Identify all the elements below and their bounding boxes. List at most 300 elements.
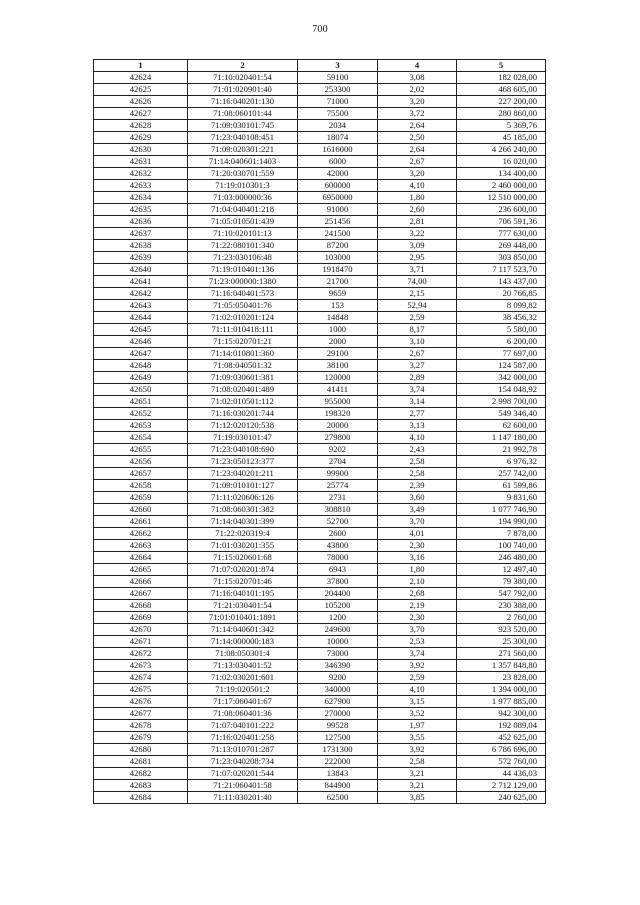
area-cell: 241500 [298,228,378,240]
area-cell: 59100 [298,72,378,84]
cadastral-number-cell: 71:15:020701:21 [188,336,298,348]
table-row [94,564,546,576]
table-row [94,180,546,192]
area-cell: 6000 [298,156,378,168]
rate-cell: 3,20 [378,96,457,108]
table-row [94,504,546,516]
rate-cell: 3,16 [378,552,457,564]
value-cell: 61 599,86 [457,480,546,492]
value-cell: 1 394 000,00 [457,684,546,696]
area-cell: 1000 [298,324,378,336]
value-cell: 6 786 696,00 [457,744,546,756]
row-number-cell: 42630 [94,144,188,156]
rate-cell: 2,43 [378,444,457,456]
area-cell: 99900 [298,468,378,480]
table-row [94,636,546,648]
cadastral-number-cell: 71:15:020701:46 [188,576,298,588]
area-cell: 1616000 [298,144,378,156]
rate-cell: 3,20 [378,168,457,180]
cadastral-number-cell: 71:15:020601:68 [188,552,298,564]
row-number-cell: 42672 [94,648,188,660]
rate-cell: 2,59 [378,672,457,684]
value-cell: 134 400,00 [457,168,546,180]
table-row [94,132,546,144]
table-row [94,756,546,768]
row-number-cell: 42649 [94,372,188,384]
table-row [94,240,546,252]
row-number-cell: 42662 [94,528,188,540]
value-cell: 942 300,00 [457,708,546,720]
cadastral-number-cell: 71:07:020201:544 [188,768,298,780]
table-row [94,384,546,396]
area-cell: 18074 [298,132,378,144]
area-cell: 346390 [298,660,378,672]
rate-cell: 2,67 [378,348,457,360]
area-cell: 42000 [298,168,378,180]
row-number-cell: 42653 [94,420,188,432]
value-cell: 6 200,00 [457,336,546,348]
area-cell: 1200 [298,612,378,624]
row-number-cell: 42641 [94,276,188,288]
row-number-cell: 42656 [94,456,188,468]
row-number-cell: 42664 [94,552,188,564]
row-number-cell: 42658 [94,480,188,492]
row-number-cell: 42660 [94,504,188,516]
row-number-cell: 42674 [94,672,188,684]
table-row [94,684,546,696]
value-cell: 227 200,00 [457,96,546,108]
value-cell: 342 000,00 [457,372,546,384]
rate-cell: 3,92 [378,744,457,756]
cadastral-number-cell: 71:10:020401:54 [188,72,298,84]
row-number-cell: 42667 [94,588,188,600]
value-cell: 547 792,00 [457,588,546,600]
table-row [94,720,546,732]
value-cell: 2 760,00 [457,612,546,624]
row-number-cell: 42650 [94,384,188,396]
cadastral-number-cell: 71:21:030401:54 [188,600,298,612]
area-cell: 29100 [298,348,378,360]
table-row [94,108,546,120]
cadastral-number-cell: 71:23:040208:734 [188,756,298,768]
table-row [94,708,546,720]
cadastral-number-cell: 71:23:050123:377 [188,456,298,468]
row-number-cell: 42682 [94,768,188,780]
area-cell: 41411 [298,384,378,396]
cadastral-number-cell: 71:16:030201:744 [188,408,298,420]
area-cell: 103000 [298,252,378,264]
row-number-cell: 42628 [94,120,188,132]
table-header-row [94,60,546,72]
rate-cell: 1,80 [378,564,457,576]
value-cell: 124 587,00 [457,360,546,372]
rate-cell: 3,15 [378,696,457,708]
value-cell: 246 480,00 [457,552,546,564]
row-number-cell: 42629 [94,132,188,144]
row-number-cell: 42631 [94,156,188,168]
row-number-cell: 42655 [94,444,188,456]
value-cell: 271 560,00 [457,648,546,660]
row-number-cell: 42639 [94,252,188,264]
cadastral-number-cell: 71:14:040601:342 [188,624,298,636]
area-cell: 9659 [298,288,378,300]
value-cell: 79 380,00 [457,576,546,588]
area-cell: 270000 [298,708,378,720]
cadastral-number-cell: 71:20:030701:559 [188,168,298,180]
table-row [94,732,546,744]
rate-cell: 4,10 [378,684,457,696]
table-row [94,120,546,132]
area-cell: 120000 [298,372,378,384]
area-cell: 25774 [298,480,378,492]
value-cell: 1 977 885,00 [457,696,546,708]
value-cell: 452 625,00 [457,732,546,744]
row-number-cell: 42666 [94,576,188,588]
table-row [94,84,546,96]
area-cell: 279800 [298,432,378,444]
rate-cell: 2,58 [378,456,457,468]
table-row [94,660,546,672]
value-cell: 44 436,03 [457,768,546,780]
cadastral-number-cell: 71:16:040101:195 [188,588,298,600]
value-cell: 100 740,00 [457,540,546,552]
cadastral-number-cell: 71:01:030201:355 [188,540,298,552]
area-cell: 21700 [298,276,378,288]
table-row [94,312,546,324]
table-row [94,744,546,756]
table-row [94,324,546,336]
row-number-cell: 42646 [94,336,188,348]
column-header: 1 [94,60,188,72]
table-row [94,360,546,372]
area-cell: 99528 [298,720,378,732]
cadastral-number-cell: 71:19:010401:136 [188,264,298,276]
area-cell: 6950000 [298,192,378,204]
rate-cell: 3,74 [378,384,457,396]
cadastral-number-cell: 71:22:020319:4 [188,528,298,540]
area-cell: 43800 [298,540,378,552]
rate-cell: 4,01 [378,528,457,540]
cadastral-number-cell: 71:03:000000:36 [188,192,298,204]
table-row [94,192,546,204]
table-row [94,648,546,660]
cadastral-number-cell: 71:16:040401:573 [188,288,298,300]
table-row [94,576,546,588]
cadastral-number-cell: 71:08:060301:382 [188,504,298,516]
table-row [94,696,546,708]
value-cell: 20 766,85 [457,288,546,300]
row-number-cell: 42626 [94,96,188,108]
rate-cell: 3,70 [378,624,457,636]
area-cell: 127500 [298,732,378,744]
cadastral-number-cell: 71:17:060401:67 [188,696,298,708]
cadastral-number-cell: 71:02:010201:124 [188,312,298,324]
area-cell: 204400 [298,588,378,600]
rate-cell: 2,02 [378,84,457,96]
table-row [94,768,546,780]
cadastral-number-cell: 71:16:020401:258 [188,732,298,744]
row-number-cell: 42651 [94,396,188,408]
table-row [94,612,546,624]
value-cell: 192 089,04 [457,720,546,732]
area-cell: 91000 [298,204,378,216]
area-cell: 6943 [298,564,378,576]
table-row [94,144,546,156]
area-cell: 20000 [298,420,378,432]
area-cell: 71000 [298,96,378,108]
area-cell: 52700 [298,516,378,528]
area-cell: 105200 [298,600,378,612]
row-number-cell: 42642 [94,288,188,300]
area-cell: 38100 [298,360,378,372]
row-number-cell: 42678 [94,720,188,732]
value-cell: 1 357 848,80 [457,660,546,672]
area-cell: 340000 [298,684,378,696]
value-cell: 2 712 129,00 [457,780,546,792]
rate-cell: 2,19 [378,600,457,612]
row-number-cell: 42648 [94,360,188,372]
area-cell: 1731300 [298,744,378,756]
cadastral-number-cell: 71:23:040201:211 [188,468,298,480]
area-cell: 2731 [298,492,378,504]
page-number: 700 [312,24,328,35]
value-cell: 154 048,92 [457,384,546,396]
table-row [94,552,546,564]
area-cell: 153 [298,300,378,312]
row-number-cell: 42637 [94,228,188,240]
cadastral-number-cell: 71:23:040108:451 [188,132,298,144]
rate-cell: 3,72 [378,108,457,120]
cadastral-number-cell: 71:04:040401:218 [188,204,298,216]
row-number-cell: 42635 [94,204,188,216]
value-cell: 303 850,00 [457,252,546,264]
cadastral-number-cell: 71:14:040601:1403 [188,156,298,168]
rate-cell: 2,58 [378,468,457,480]
rate-cell: 2,58 [378,756,457,768]
area-cell: 9200 [298,672,378,684]
column-header: 3 [298,60,378,72]
table-row [94,432,546,444]
cadastral-number-cell: 71:13:030401:52 [188,660,298,672]
value-cell: 280 860,00 [457,108,546,120]
cadastral-number-cell: 71:11:020606:126 [188,492,298,504]
rate-cell: 2,39 [378,480,457,492]
rate-cell: 3,52 [378,708,457,720]
rate-cell: 3,10 [378,336,457,348]
value-cell: 21 992,78 [457,444,546,456]
row-number-cell: 42669 [94,612,188,624]
area-cell: 2000 [298,336,378,348]
cadastral-number-cell: 71:19:020501:2 [188,684,298,696]
row-number-cell: 42627 [94,108,188,120]
cadastral-number-cell: 71:22:080101:340 [188,240,298,252]
cadastral-number-cell: 71:09:030601:381 [188,372,298,384]
row-number-cell: 42654 [94,432,188,444]
cadastral-number-cell: 71:09:020301:221 [188,144,298,156]
row-number-cell: 42684 [94,792,188,804]
value-cell: 45 185,00 [457,132,546,144]
rate-cell: 3,71 [378,264,457,276]
table-row [94,252,546,264]
value-cell: 77 697,00 [457,348,546,360]
rate-cell: 2,30 [378,612,457,624]
rate-cell: 3,55 [378,732,457,744]
rate-cell: 2,64 [378,120,457,132]
rate-cell: 2,50 [378,132,457,144]
cadastral-number-cell: 71:09:010101:127 [188,480,298,492]
value-cell: 194 990,00 [457,516,546,528]
table-row [94,288,546,300]
value-cell: 8 099,82 [457,300,546,312]
area-cell: 627900 [298,696,378,708]
rate-cell: 3,49 [378,504,457,516]
rate-cell: 2,59 [378,312,457,324]
area-cell: 222000 [298,756,378,768]
area-cell: 844900 [298,780,378,792]
area-cell: 2034 [298,120,378,132]
rate-cell: 2,77 [378,408,457,420]
cadastral-number-cell: 71:07:020201:874 [188,564,298,576]
row-number-cell: 42661 [94,516,188,528]
rate-cell: 1,97 [378,720,457,732]
rate-cell: 3,92 [378,660,457,672]
value-cell: 38 456,32 [457,312,546,324]
table-row [94,348,546,360]
value-cell: 4 266 240,00 [457,144,546,156]
rate-cell: 2,67 [378,156,457,168]
cadastral-number-cell: 71:05:050401:76 [188,300,298,312]
row-number-cell: 42638 [94,240,188,252]
value-cell: 468 605,00 [457,84,546,96]
row-number-cell: 42640 [94,264,188,276]
table-row [94,540,546,552]
row-number-cell: 42665 [94,564,188,576]
table-row [94,528,546,540]
row-number-cell: 42633 [94,180,188,192]
cadastral-number-cell: 71:23:030106:48 [188,252,298,264]
table-row [94,336,546,348]
value-cell: 5 369,76 [457,120,546,132]
cadastral-number-cell: 71:19:010301:3 [188,180,298,192]
cadastral-number-cell: 71:09:030101:745 [188,120,298,132]
area-cell: 600000 [298,180,378,192]
area-cell: 73000 [298,648,378,660]
area-cell: 308810 [298,504,378,516]
row-number-cell: 42652 [94,408,188,420]
table-row [94,600,546,612]
row-number-cell: 42659 [94,492,188,504]
rate-cell: 2,60 [378,204,457,216]
value-cell: 182 028,00 [457,72,546,84]
area-cell: 9202 [298,444,378,456]
value-cell: 2 460 000,00 [457,180,546,192]
area-cell: 2704 [298,456,378,468]
column-header: 4 [378,60,457,72]
row-number-cell: 42624 [94,72,188,84]
table-body [94,72,546,804]
rate-cell: 3,22 [378,228,457,240]
area-cell: 251456 [298,216,378,228]
table-row [94,672,546,684]
rate-cell: 3,60 [378,492,457,504]
rate-cell: 3,21 [378,768,457,780]
value-cell: 236 600,00 [457,204,546,216]
cadastral-number-cell: 71:12:020120:538 [188,420,298,432]
row-number-cell: 42680 [94,744,188,756]
area-cell: 10000 [298,636,378,648]
value-cell: 240 625,00 [457,792,546,804]
row-number-cell: 42681 [94,756,188,768]
table-row [94,276,546,288]
table-row [94,516,546,528]
table-row [94,492,546,504]
area-cell: 87200 [298,240,378,252]
value-cell: 7 878,00 [457,528,546,540]
cadastral-number-cell: 71:02:010501:112 [188,396,298,408]
row-number-cell: 42663 [94,540,188,552]
table-row [94,72,546,84]
rate-cell: 2,10 [378,576,457,588]
table-row [94,420,546,432]
area-cell: 198320 [298,408,378,420]
value-cell: 143 437,00 [457,276,546,288]
cadastral-number-cell: 71:14:040301:399 [188,516,298,528]
table-row [94,792,546,804]
cadastral-number-cell: 71:05:010501:439 [188,216,298,228]
value-cell: 12 497,40 [457,564,546,576]
rate-cell: 3,08 [378,72,457,84]
area-cell: 2600 [298,528,378,540]
rate-cell: 3,85 [378,792,457,804]
value-cell: 1 077 746,90 [457,504,546,516]
table-row [94,156,546,168]
rate-cell: 2,68 [378,588,457,600]
value-cell: 6 976,32 [457,456,546,468]
rate-cell: 2,89 [378,372,457,384]
row-number-cell: 42683 [94,780,188,792]
rate-cell: 3,14 [378,396,457,408]
value-cell: 230 388,00 [457,600,546,612]
column-header: 5 [457,60,546,72]
rate-cell: 3,74 [378,648,457,660]
rate-cell: 2,15 [378,288,457,300]
value-cell: 23 828,00 [457,672,546,684]
table-row [94,204,546,216]
area-cell: 75500 [298,108,378,120]
area-cell: 253300 [298,84,378,96]
value-cell: 62 600,00 [457,420,546,432]
rate-cell: 1,80 [378,192,457,204]
row-number-cell: 42679 [94,732,188,744]
cadastral-number-cell: 71:13:010701:287 [188,744,298,756]
table-row [94,216,546,228]
cadastral-number-cell: 71:08:020401:489 [188,384,298,396]
table-row [94,372,546,384]
rate-cell: 3,13 [378,420,457,432]
row-number-cell: 42673 [94,660,188,672]
column-header: 2 [188,60,298,72]
table-row [94,780,546,792]
cadastral-number-cell: 71:23:040108:690 [188,444,298,456]
rate-cell: 3,09 [378,240,457,252]
rate-cell: 2,95 [378,252,457,264]
area-cell: 37800 [298,576,378,588]
table-row [94,396,546,408]
rate-cell: 8,17 [378,324,457,336]
table-row [94,228,546,240]
row-number-cell: 42636 [94,216,188,228]
area-cell: 249600 [298,624,378,636]
